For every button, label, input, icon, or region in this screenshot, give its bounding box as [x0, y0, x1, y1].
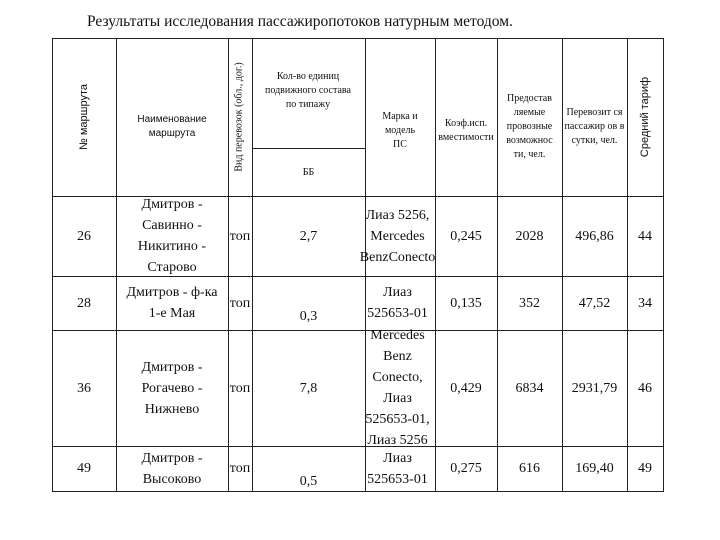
row-passengers: 169,40	[575, 461, 614, 476]
row-tariff: 46	[638, 380, 652, 396]
row-tariff: 44	[638, 228, 652, 244]
row-tariff: 49	[638, 461, 652, 476]
row-coef: 0,245	[450, 228, 482, 244]
header-provided-capacity: Предостав ляемые провозные возможнос ти, чел.	[506, 93, 553, 160]
row-route-name: Дмитров - ф-ка 1-е Мая	[126, 285, 218, 321]
row-provided: 352	[519, 295, 540, 311]
row-type: топ	[229, 461, 251, 476]
page-title: Результаты исследования пассажиропотоков натурным методом.	[87, 13, 513, 30]
row-provided: 616	[519, 461, 540, 476]
header-route-no: № маршрута	[78, 83, 91, 151]
row-provided: 2028	[515, 228, 544, 244]
row-route-no: 26	[77, 228, 91, 244]
row-units: 2,7	[299, 228, 318, 244]
row-coef: 0,275	[450, 461, 482, 476]
row-route-no: 36	[77, 380, 91, 396]
row-route-name: Дмитров - Рогачево - Нижнево	[141, 359, 203, 417]
row-passengers: 496,86	[575, 228, 614, 244]
header-units-count: Кол-во единиц подвижного состава по типажу	[265, 71, 351, 110]
row-route-name: Дмитров - Савинно - Никитино - Старово	[137, 197, 207, 275]
header-transport-type: Вид перевозок (обл., дог.)	[234, 62, 246, 172]
header-route-name: Наименование маршрута	[137, 114, 207, 139]
header-brand-model: Марка и модель ПС	[382, 111, 418, 150]
row-units: 0,3	[299, 308, 318, 324]
results-table	[52, 38, 664, 492]
header-capacity-coef: Коэф.исп. вместимости	[438, 118, 494, 143]
row-model: Mercedes Benz Conecto, Лиаз 525653-01, Лиаз 5256	[365, 328, 430, 448]
header-passengers: Перевозит ся пассажир ов в сутки, чел.	[564, 107, 625, 146]
row-model: Лиаз 525653-01	[367, 450, 428, 487]
row-coef: 0,429	[450, 380, 482, 396]
row-model: Лиаз 525653-01	[367, 285, 428, 321]
row-coef: 0,135	[450, 295, 482, 311]
row-tariff: 34	[638, 295, 652, 311]
header-avg-tariff: Средний тариф	[639, 76, 651, 158]
row-route-name: Дмитров - Высоково	[141, 450, 203, 487]
row-passengers: 2931,79	[571, 380, 618, 396]
row-route-no: 49	[77, 461, 91, 476]
row-units: 7,8	[299, 380, 318, 396]
header-bb: ББ	[302, 166, 315, 178]
row-route-no: 28	[77, 295, 91, 311]
row-type: топ	[229, 380, 251, 396]
row-type: топ	[229, 228, 251, 244]
row-model: Лиаз 5256, Mercedes BenzConecto	[359, 207, 436, 265]
row-units: 0,5	[299, 473, 318, 489]
row-passengers: 47,52	[578, 295, 611, 311]
row-type: топ	[229, 295, 251, 311]
row-provided: 6834	[515, 380, 544, 396]
